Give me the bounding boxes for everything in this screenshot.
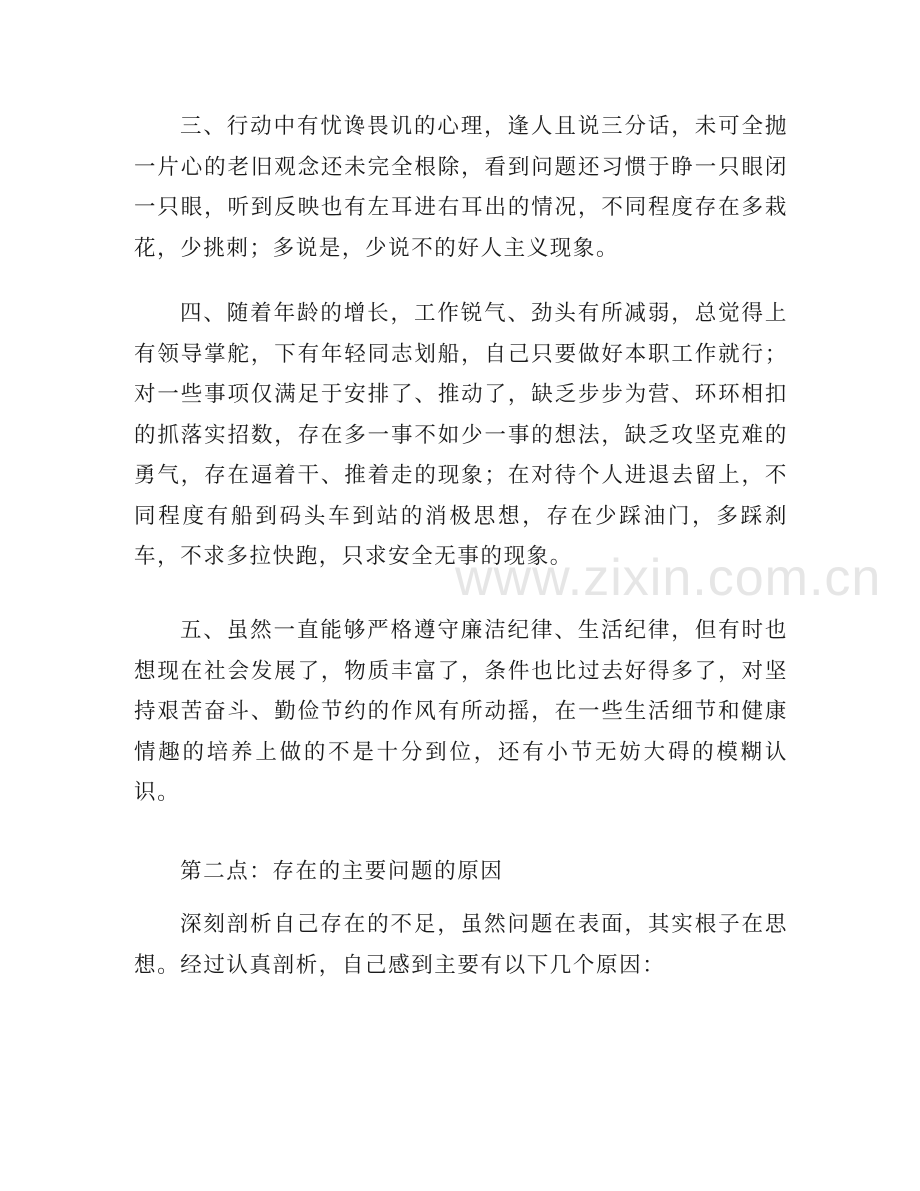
paragraph-analysis: 深刻剖析自己存在的不足，虽然问题在表面，其实根子在思想。经过认真剖析，自己感到主要有以下几个原因： — [134, 912, 788, 978]
paragraph-item-5: 五、虽然一直能够严格遵守廉洁纪律、生活纪律，但有时也想现在社会发展了，物质丰富了，条件也比过去好得多了，对坚持艰苦奋斗、勤俭节约的作风有所动摇，在一些生活细节和健康情趣的培养上做的不是十分到位，还有小节无妨大碍的模糊认识。 — [134, 618, 788, 805]
section-heading: 第二点：存在的主要问题的原因 — [180, 859, 504, 884]
watermark: www.zixin.com.cn — [455, 549, 882, 607]
paragraph-item-4: 四、随着年龄的增长，工作锐气、劲头有所减弱，总觉得上有领导掌舵，下有年轻同志划船，自己只要做好本职工作就行；对一些事项仅满足于安排了、推动了，缺乏步步为营、环环相扣的抓落实招数，存在多一事不如少一事的想法，缺乏攻坚克难的勇气，存在逼着干、推着走的现象；在对待个人进退去留上，不同程度有船到码头车到站的消极思想，存在少踩油门，多踩刹车，不求多拉快跑，只求安全无事的现象。 — [134, 301, 788, 569]
paragraph-item-3: 三、行动中有忧谗畏讥的心理，逢人且说三分话，未可全抛一片心的老旧观念还未完全根除，看到问题还习惯于睁一只眼闭一只眼，听到反映也有左耳进右耳出的情况，不同程度存在多栽花，少挑刺；多说是，少说不的好人主义现象。 — [134, 114, 788, 261]
